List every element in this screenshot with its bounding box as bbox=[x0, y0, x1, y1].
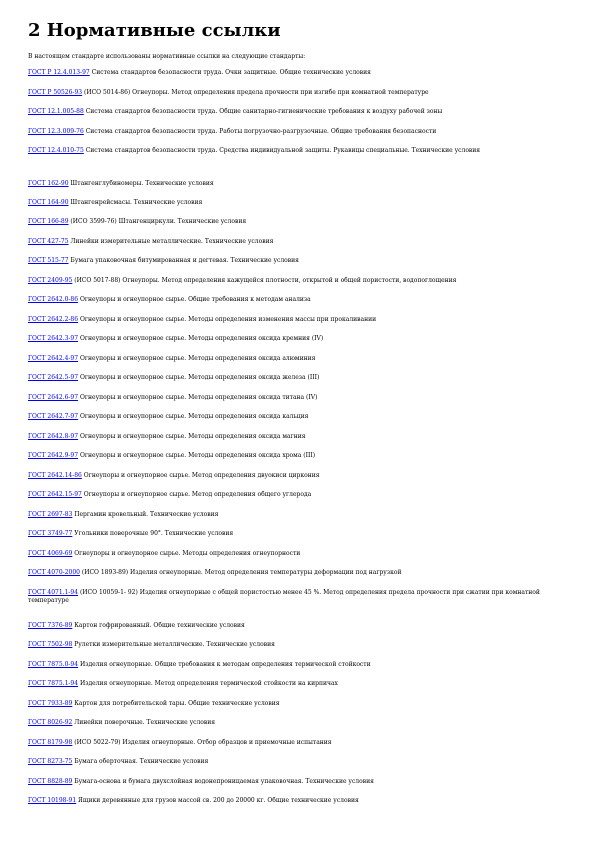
reference-item bbox=[28, 622, 573, 630]
standard-title: Огнеупоры и огнеупорное сырье. Методы определения оксида алюминия bbox=[78, 355, 316, 362]
standard-link[interactable]: ГОСТ 12.1.005-88 bbox=[28, 108, 84, 115]
standard-title: Огнеупоры и огнеупорное сырье. Метод определения двуокиси циркония bbox=[81, 472, 320, 479]
reference-item bbox=[28, 218, 573, 226]
reference-item bbox=[28, 680, 573, 688]
standard-title: Рулетки измерительные металлические. Технические условия bbox=[72, 641, 275, 648]
reference-item bbox=[28, 108, 573, 116]
standard-link[interactable]: ГОСТ 4071.1-94 bbox=[28, 589, 79, 596]
reference-item bbox=[28, 355, 573, 363]
standard-link[interactable]: ГОСТ 7875.0-94 bbox=[28, 661, 79, 668]
standard-link[interactable]: ГОСТ 7502-98 bbox=[28, 641, 73, 648]
standard-title: Изделия огнеупорные. Общие требования к методам определения термической стойкости bbox=[78, 661, 371, 668]
standard-title: Картон гофрированный. Общие технические условия bbox=[72, 622, 245, 629]
standard-title: Бумага оберточная. Технические условия bbox=[72, 758, 209, 765]
reference-item bbox=[28, 238, 573, 246]
standard-link[interactable]: ГОСТ 2642.7-97 bbox=[28, 413, 79, 420]
reference-item bbox=[28, 700, 573, 708]
standard-title: Огнеупоры и огнеупорное сырье. Методы определения оксида кальция bbox=[78, 413, 309, 420]
standard-title: Штангенглубиномеры. Технические условия bbox=[68, 180, 214, 187]
standard-title: Огнеупоры и огнеупорное сырье. Методы определения изменения массы при прокаливании bbox=[78, 316, 377, 323]
standard-link[interactable]: ГОСТ 12.3.009-76 bbox=[28, 128, 84, 135]
standard-link[interactable]: ГОСТ 2642.6-97 bbox=[28, 394, 79, 401]
standard-link[interactable]: ГОСТ 515-77 bbox=[28, 257, 69, 264]
reference-item bbox=[28, 147, 573, 155]
reference-item bbox=[28, 550, 573, 558]
reference-item bbox=[28, 433, 573, 441]
standard-link[interactable]: ГОСТ 427-75 bbox=[28, 238, 69, 245]
standard-title: Огнеупоры и огнеупорное сырье. Метод определения общего углерода bbox=[81, 491, 312, 498]
reference-item bbox=[28, 413, 573, 421]
standard-link[interactable]: ГОСТ Р 12.4.013-97 bbox=[28, 69, 90, 76]
standard-title: Линейки поверочные. Технические условия bbox=[72, 719, 216, 726]
standard-link[interactable]: ГОСТ 2642.15-97 bbox=[28, 491, 82, 498]
standard-link[interactable]: ГОСТ 2642.5-97 bbox=[28, 374, 79, 381]
standard-link[interactable]: ГОСТ 2642.3-97 bbox=[28, 335, 79, 342]
standard-title: (ИСО 5022-79) Изделия огнеупорные. Отбор образцов и приемочные испытания bbox=[72, 739, 332, 746]
standard-title: (ИСО 5017-88) Огнеупоры. Метод определения кажущейся плотности, открытой и общей пористости, водопоглощения bbox=[72, 277, 457, 284]
reference-item bbox=[28, 641, 573, 649]
intro-paragraph: В настоящем стандарте использованы нормативные ссылки на следующие стандарты: bbox=[28, 53, 306, 60]
reference-item bbox=[28, 661, 573, 669]
standard-link[interactable]: ГОСТ 2642.2-86 bbox=[28, 316, 79, 323]
standard-link[interactable]: ГОСТ 4069-69 bbox=[28, 550, 73, 557]
standard-link[interactable]: ГОСТ 166-89 bbox=[28, 218, 69, 225]
reference-item bbox=[28, 797, 573, 805]
standard-title: Система стандартов безопасности труда. Средства индивидуальной защиты. Рукавицы специальные. Технические условия bbox=[83, 147, 481, 154]
standard-title: Огнеупоры и огнеупорное сырье. Методы определения оксида хрома (III) bbox=[78, 452, 316, 459]
reference-item bbox=[28, 89, 573, 97]
standard-link[interactable]: ГОСТ 7376-89 bbox=[28, 622, 73, 629]
reference-item bbox=[28, 778, 573, 786]
standard-link[interactable]: ГОСТ 164-90 bbox=[28, 199, 69, 206]
standard-title: Огнеупоры и огнеупорное сырье. Методы определения огнеупорности bbox=[72, 550, 301, 557]
standard-link[interactable]: ГОСТ Р 50526-93 bbox=[28, 89, 83, 96]
standard-link[interactable]: ГОСТ 8179-98 bbox=[28, 739, 73, 746]
standard-title: Бумага-основа и бумага двухслойная водонепроницаемая упаковочная. Технические условия bbox=[72, 778, 374, 785]
standard-title: Система стандартов безопасности труда. Работы погрузочно-разгрузочные. Общие требования безопасности bbox=[83, 128, 437, 135]
standard-link[interactable]: ГОСТ 2642.9-97 bbox=[28, 452, 79, 459]
standard-link[interactable]: ГОСТ 8026-92 bbox=[28, 719, 73, 726]
reference-item bbox=[28, 719, 573, 727]
reference-item bbox=[28, 472, 573, 480]
standard-title: Штангенрейсмасы. Технические условия bbox=[68, 199, 203, 206]
reference-item bbox=[28, 335, 573, 343]
standard-title: (ИСО 10059-1- 92) Изделия огнеупорные с общей пористостью менее 45 %. Метод определения предела прочности при сжатии при комнатной температуре bbox=[28, 589, 540, 604]
standard-link[interactable]: ГОСТ 2409-95 bbox=[28, 277, 73, 284]
standard-link[interactable]: ГОСТ 10198-91 bbox=[28, 797, 77, 804]
standard-title: Линейки измерительные металлические. Технические условия bbox=[68, 238, 274, 245]
standard-title: Угольники поверочные 90°. Технические условия bbox=[72, 530, 234, 537]
reference-item bbox=[28, 452, 573, 460]
standard-title: Огнеупоры и огнеупорное сырье. Методы определения оксида кремния (IV) bbox=[78, 335, 324, 342]
section-heading: 2 Нормативные ссылки bbox=[28, 20, 281, 41]
reference-item bbox=[28, 589, 573, 605]
standard-title: Ящики деревянные для грузов массой св. 200 до 20000 кг. Общие технические условия bbox=[76, 797, 359, 804]
reference-item bbox=[28, 296, 573, 304]
standard-title: Система стандартов безопасности труда. Очки защитные. Общие технические условия bbox=[89, 69, 371, 76]
reference-item bbox=[28, 257, 573, 265]
reference-item bbox=[28, 316, 573, 324]
reference-item bbox=[28, 180, 573, 188]
standard-link[interactable]: ГОСТ 2642.0-86 bbox=[28, 296, 79, 303]
standard-link[interactable]: ГОСТ 12.4.010-75 bbox=[28, 147, 84, 154]
standard-link[interactable]: ГОСТ 8828-89 bbox=[28, 778, 73, 785]
standard-link[interactable]: ГОСТ 2697-83 bbox=[28, 511, 73, 518]
reference-item bbox=[28, 758, 573, 766]
reference-item bbox=[28, 374, 573, 382]
standard-link[interactable]: ГОСТ 2642.8-97 bbox=[28, 433, 79, 440]
standard-title: (ИСО 3599-76) Штангенциркули. Технические условия bbox=[68, 218, 247, 225]
standard-title: (ИСО 5014-86) Огнеупоры. Метод определения предела прочности при изгибе при комнатной температуре bbox=[82, 89, 429, 96]
standard-link[interactable]: ГОСТ 3749-77 bbox=[28, 530, 73, 537]
standard-title: Система стандартов безопасности труда. Общие санитарно-гигиенические требования к воздуху рабочей зоны bbox=[83, 108, 443, 115]
reference-item bbox=[28, 530, 573, 538]
standard-title: Огнеупоры и огнеупорное сырье. Методы определения оксида магния bbox=[78, 433, 306, 440]
reference-item bbox=[28, 739, 573, 747]
reference-item bbox=[28, 69, 573, 77]
standard-link[interactable]: ГОСТ 7933-89 bbox=[28, 700, 73, 707]
standard-title: Огнеупоры и огнеупорное сырье. Методы определения оксида железа (III) bbox=[78, 374, 320, 381]
standard-link[interactable]: ГОСТ 8273-75 bbox=[28, 758, 73, 765]
standard-title: Бумага упаковочная битумированная и дегтевая. Технические условия bbox=[68, 257, 299, 264]
standard-title: (ИСО 1893-89) Изделия огнеупорные. Метод определения температуры деформации под нагрузкой bbox=[79, 569, 402, 576]
standard-title: Пергамин кровельный. Технические условия bbox=[72, 511, 219, 518]
standard-link[interactable]: ГОСТ 4070-2000 bbox=[28, 569, 80, 576]
standard-title: Изделия огнеупорные. Метод определения термической стойкости на кирпичах bbox=[78, 680, 338, 687]
standard-link[interactable]: ГОСТ 7875.1-94 bbox=[28, 680, 79, 687]
reference-item bbox=[28, 128, 573, 136]
reference-item bbox=[28, 569, 573, 577]
reference-item bbox=[28, 199, 573, 207]
standard-link[interactable]: ГОСТ 2642.14-86 bbox=[28, 472, 82, 479]
standard-title: Огнеупоры и огнеупорное сырье. Методы определения оксида титана (IV) bbox=[78, 394, 318, 401]
standard-link[interactable]: ГОСТ 2642.4-97 bbox=[28, 355, 79, 362]
standard-title: Огнеупоры и огнеупорное сырье. Общие требования к методам анализа bbox=[78, 296, 311, 303]
reference-item bbox=[28, 277, 573, 285]
standard-title: Картон для потребительской тары. Общие технические условия bbox=[72, 700, 280, 707]
reference-item bbox=[28, 511, 573, 519]
reference-item bbox=[28, 491, 573, 499]
reference-item bbox=[28, 394, 573, 402]
standard-link[interactable]: ГОСТ 162-90 bbox=[28, 180, 69, 187]
